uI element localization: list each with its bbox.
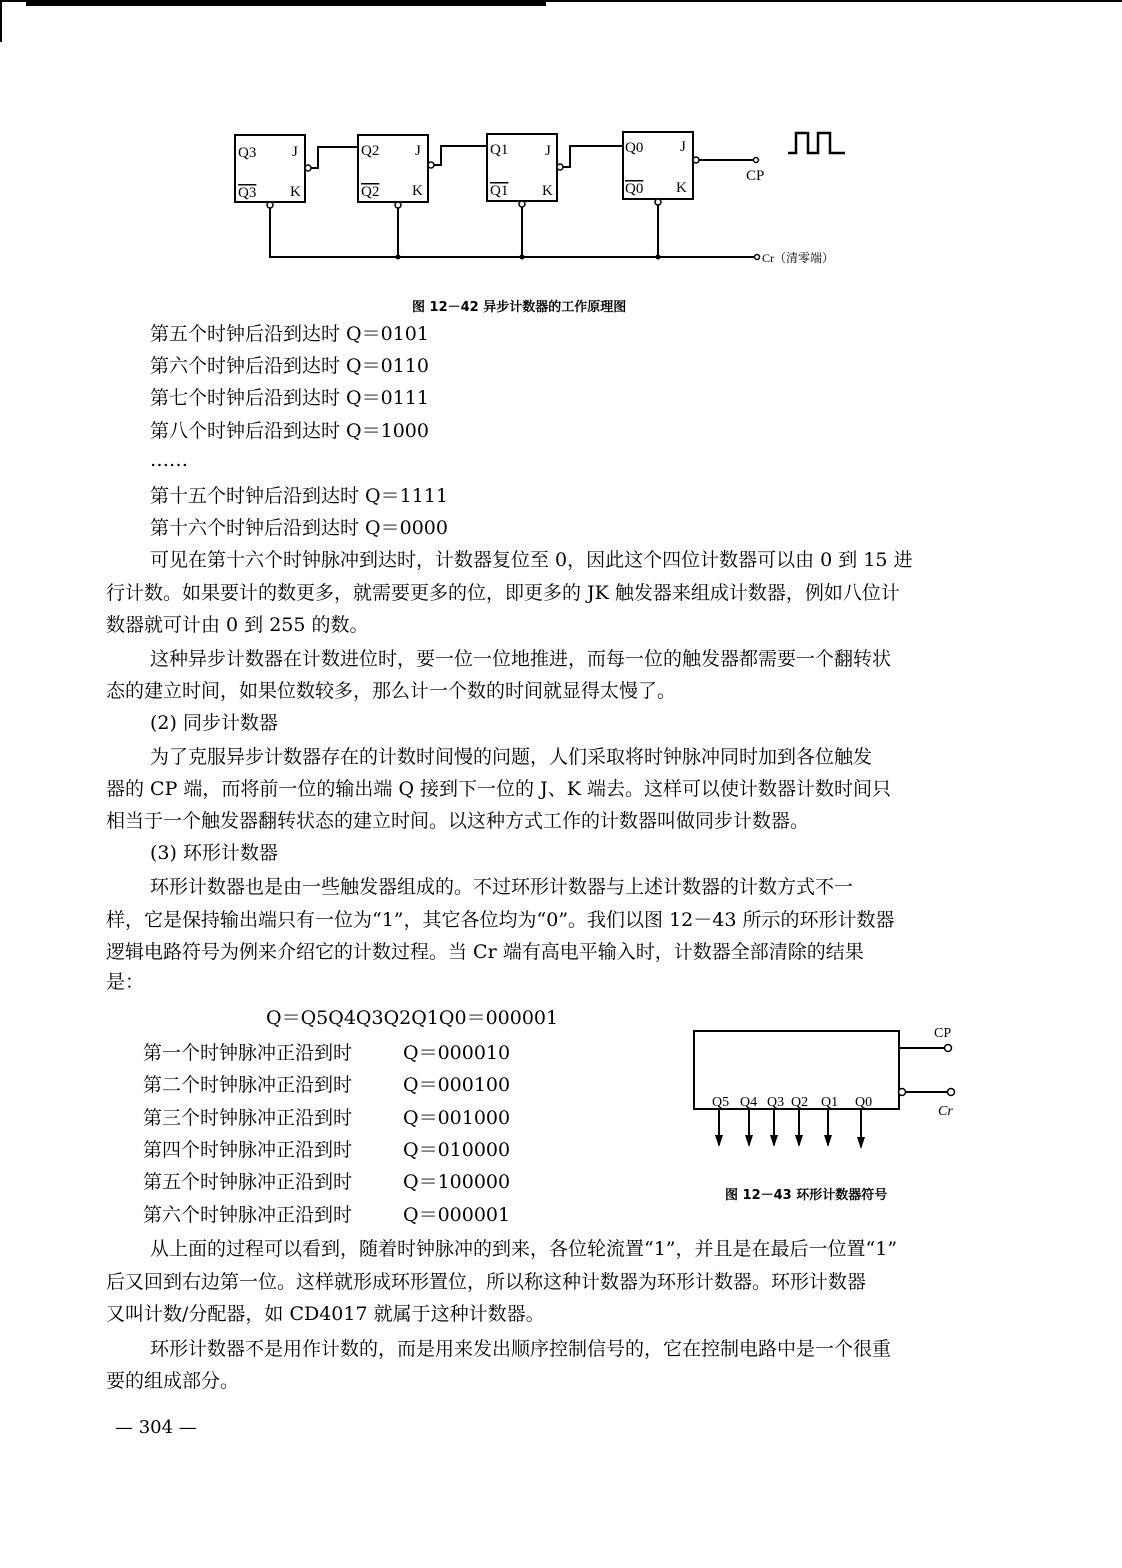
ff1-qbar-label: Q1 bbox=[490, 183, 509, 199]
paragraph-line: 又叫计数/分配器，如 CD4017 就属于这种计数器。 bbox=[106, 1303, 545, 1325]
ring-step-value: Q＝000100 bbox=[403, 1074, 511, 1096]
ff0-k-label: K bbox=[676, 180, 687, 196]
output-q2-label: Q2 bbox=[791, 1095, 809, 1110]
figure-12-42-diagram bbox=[220, 120, 880, 270]
cr-label: Cr bbox=[938, 1104, 953, 1119]
ff0-q-label: Q0 bbox=[625, 140, 644, 156]
ellipsis: …… bbox=[150, 449, 188, 471]
paragraph-line: 环形计数器也是由一些触发器组成的。不过环形计数器与上述计数器的计数方式不一 bbox=[150, 876, 854, 898]
ff2-qbar-label: Q2 bbox=[361, 184, 380, 200]
ring-step-value: Q＝000010 bbox=[403, 1042, 511, 1064]
paragraph-line: 行计数。如果要计的数更多，就需要更多的位，即更多的 JK 触发器来组成计数器，例如八位计 bbox=[106, 582, 900, 604]
ring-step-label: 第二个时钟脉冲正沿到时 bbox=[143, 1074, 353, 1096]
ring-step-label: 第六个时钟脉冲正沿到时 bbox=[143, 1204, 353, 1226]
output-q5-label: Q5 bbox=[712, 1095, 730, 1110]
cp-label: CP bbox=[934, 1026, 952, 1041]
trailing-edge-line: 第十六个时钟后沿到达时 Q＝0000 bbox=[150, 517, 448, 539]
paragraph-line: 后又回到右边第一位。这样就形成环形置位，所以称这种计数器为环形计数器。环形计数器 bbox=[106, 1271, 867, 1293]
page-number: — 304 — bbox=[115, 1417, 197, 1438]
ff1-k-label: K bbox=[542, 183, 553, 199]
figure-12-42-caption: 图 12－42 异步计数器的工作原理图 bbox=[412, 300, 627, 315]
ring-step-label: 第三个时钟脉冲正沿到时 bbox=[143, 1107, 353, 1129]
ring-step-label: 第四个时钟脉冲正沿到时 bbox=[143, 1139, 353, 1161]
paragraph-line: 样，它是保持输出端只有一位为“1”，其它各位均为“0”。我们以图 12－43 所示的环形计数器 bbox=[106, 909, 895, 931]
output-q1-label: Q1 bbox=[821, 1095, 839, 1110]
paragraph-line: 从上面的过程可以看到，随着时钟脉冲的到来，各位轮流置“1”，并且是在最后一位置“1” bbox=[150, 1238, 898, 1260]
output-q4-label: Q4 bbox=[740, 1095, 758, 1110]
trailing-edge-line: 第十五个时钟后沿到达时 Q＝1111 bbox=[150, 485, 448, 507]
figure-12-43-diagram bbox=[680, 1015, 980, 1155]
ring-step-value: Q＝000001 bbox=[403, 1204, 511, 1226]
section-heading-ring-counter: (3) 环形计数器 bbox=[150, 842, 278, 864]
paragraph-line: 为了克服异步计数器存在的计数时间慢的问题，人们采取将时钟脉冲同时加到各位触发 bbox=[150, 746, 873, 768]
section-heading-sync-counter: (2) 同步计数器 bbox=[150, 712, 278, 734]
ring-step-label: 第一个时钟脉冲正沿到时 bbox=[143, 1042, 353, 1064]
ff2-k-label: K bbox=[412, 183, 423, 199]
paragraph-line: 器的 CP 端，而将前一位的输出端 Q 接到下一位的 J、K 端去。这样可以使计数器计数时间只 bbox=[106, 778, 891, 800]
paragraph-line: 数器就可计由 0 到 255 的数。 bbox=[106, 614, 369, 636]
ff3-k-label: K bbox=[290, 184, 301, 200]
ff0-qbar-label: Q0 bbox=[625, 181, 644, 197]
ff3-j-label: J bbox=[292, 144, 298, 160]
trailing-edge-line: 第八个时钟后沿到达时 Q＝1000 bbox=[150, 420, 429, 442]
cp-label: CP bbox=[746, 168, 765, 184]
trailing-edge-line: 第五个时钟后沿到达时 Q＝0101 bbox=[150, 323, 429, 345]
cr-label: Cr（清零端） bbox=[762, 251, 835, 265]
paragraph-line: 可见在第十六个时钟脉冲到达时，计数器复位至 0，因此这个四位计数器可以由 0 到 15 进 bbox=[150, 549, 913, 571]
paragraph-line: 是： bbox=[106, 971, 145, 993]
ring-step-value: Q＝010000 bbox=[403, 1139, 511, 1161]
scan-border-left bbox=[0, 0, 2, 42]
ring-step-value: Q＝001000 bbox=[403, 1107, 511, 1129]
ff2-j-label: J bbox=[415, 143, 421, 159]
trailing-edge-line: 第六个时钟后沿到达时 Q＝0110 bbox=[150, 355, 429, 377]
ff0-j-label: J bbox=[680, 139, 686, 155]
paragraph-line: 逻辑电路符号为例来介绍它的计数过程。当 Cr 端有高电平输入时，计数器全部清除的结果 bbox=[106, 941, 864, 963]
scan-border-thick bbox=[26, 0, 546, 6]
ff3-q-label: Q3 bbox=[238, 145, 257, 161]
ring-step-label: 第五个时钟脉冲正沿到时 bbox=[143, 1171, 353, 1193]
ff1-j-label: J bbox=[545, 143, 551, 159]
paragraph-line: 态的建立时间，如果位数较多，那么计一个数的时间就显得太慢了。 bbox=[106, 680, 677, 702]
output-q0-label: Q0 bbox=[855, 1095, 873, 1110]
paragraph-line: 相当于一个触发器翻转状态的建立时间。以这种方式工作的计数器叫做同步计数器。 bbox=[106, 810, 810, 832]
paragraph-line: 这种异步计数器在计数进位时，要一位一位地推进，而每一位的触发器都需要一个翻转状 bbox=[150, 648, 892, 670]
paragraph-line: 要的组成部分。 bbox=[106, 1370, 240, 1392]
ff1-q-label: Q1 bbox=[490, 142, 509, 158]
output-q3-label: Q3 bbox=[767, 1095, 785, 1110]
paragraph-line: 环形计数器不是用作计数的，而是用来发出顺序控制信号的，它在控制电路中是一个很重 bbox=[150, 1338, 892, 1360]
reset-equation: Q＝Q5Q4Q3Q2Q1Q0＝000001 bbox=[266, 1007, 559, 1029]
figure-12-43-caption: 图 12－43 环形计数器符号 bbox=[725, 1188, 888, 1203]
ff2-q-label: Q2 bbox=[361, 143, 380, 159]
trailing-edge-line: 第七个时钟后沿到达时 Q＝0111 bbox=[150, 387, 429, 409]
ring-step-value: Q＝100000 bbox=[403, 1171, 511, 1193]
ff3-qbar-label: Q3 bbox=[238, 185, 257, 201]
